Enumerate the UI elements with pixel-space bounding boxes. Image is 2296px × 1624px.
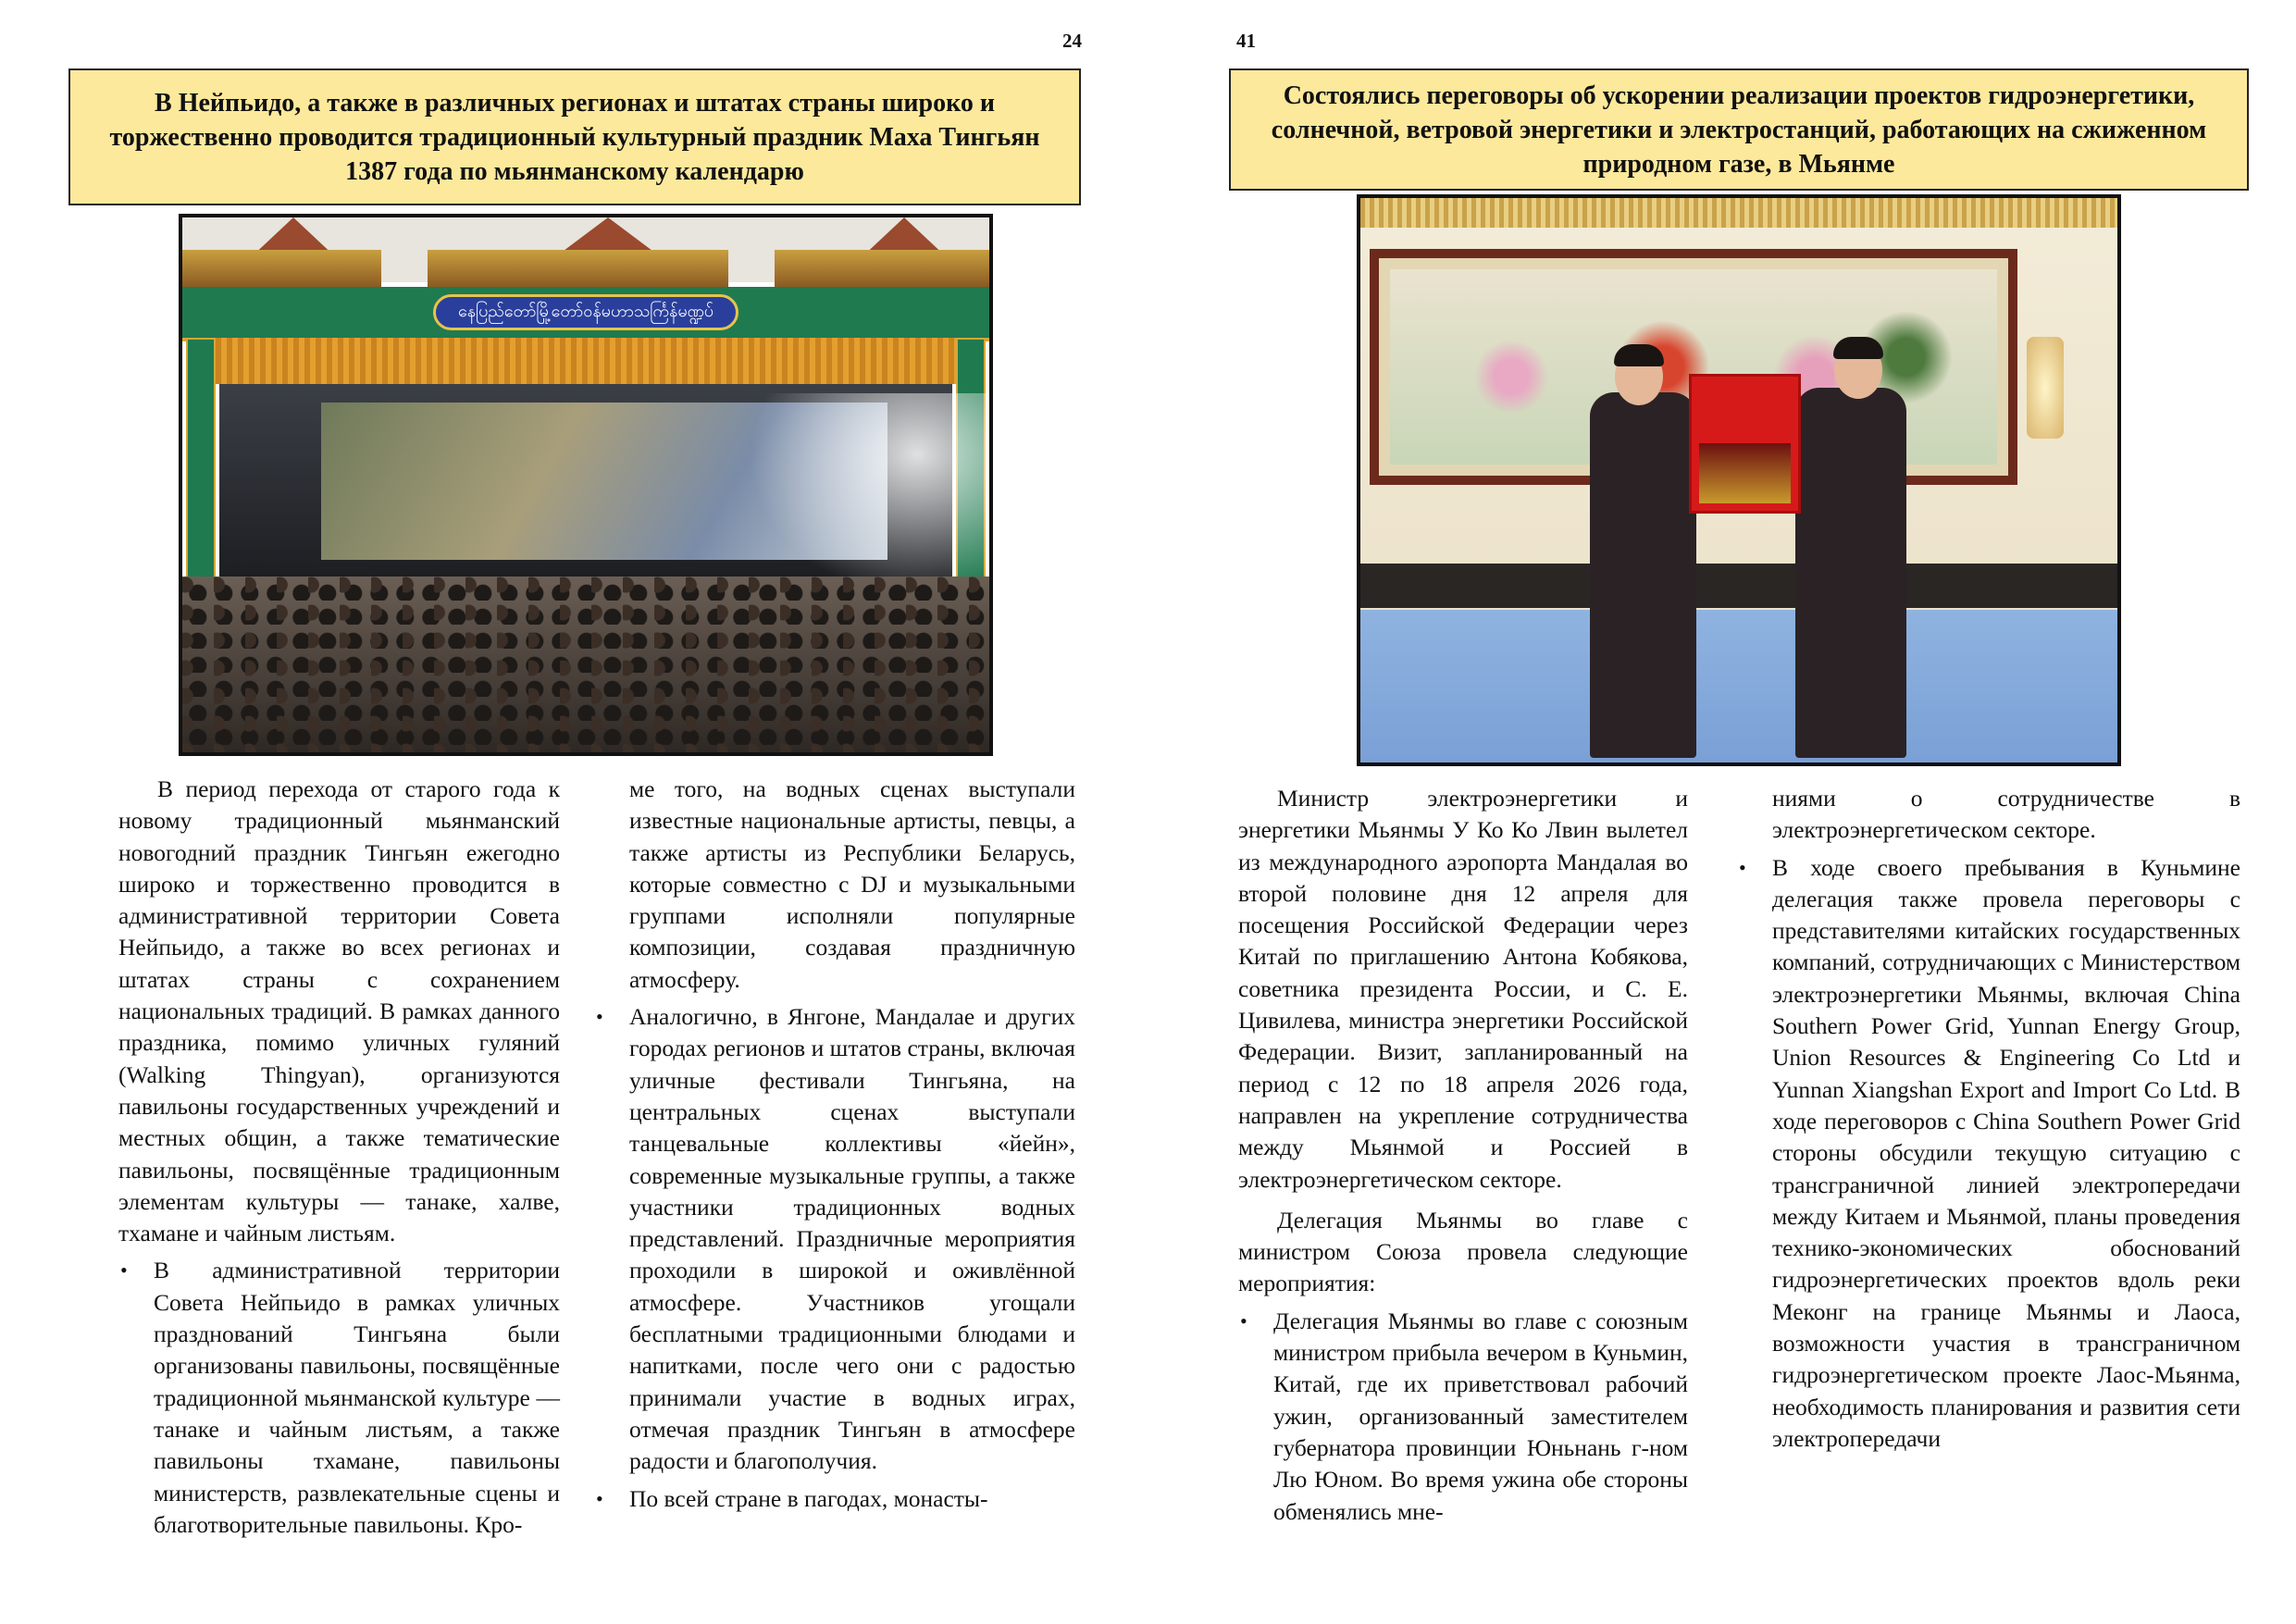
wall-lamp bbox=[2027, 337, 2064, 439]
bullet-list bbox=[1737, 852, 2240, 1456]
page-number: 41 bbox=[1236, 30, 1256, 52]
person-left bbox=[1590, 392, 1696, 758]
bullet-icon: • bbox=[596, 1005, 603, 1029]
article-title: В Нейпьидо, а также в различных регионах и штатах страны широко и торжественно проводится традиционный культурный праздник Маха Тингьян 1387 года по мьянманскому календарю bbox=[68, 68, 1081, 205]
festival-photo bbox=[179, 214, 993, 756]
list-item-text: По всей стране в пагодах, монасты- bbox=[629, 1484, 988, 1512]
list-item-text: В ходе своего пребывания в Куньмине делегация также провела переговоры с представителями китайских государственных компаний, сотрудничающих с Министерством электроэнергетики Мьянмы, включая China Southern Power Grid, Yunnan Energy Group, Union Resources & Engineering Co Ltd и Yunnan Xiangshan Export and Import Co Ltd. В ходе переговоров с China Southern Power Grid стороны обсудили текущую ситуацию с трансграничной линией электропередачи между Китаем и Мьянмой, планы проведения технико-экономических обоснований гидроэнергетических проектов вдоль реки Меконг на границе Мьянмы и Лаоса, возможности участия в трансграничном гидроэнергетическом проекте Лаос-Мьянма, необходимость планирования и развития сети электропередачи bbox=[1772, 853, 2240, 1452]
list-item-text: Делегация Мьянмы во главе с союзным министром прибыла вечером в Куньмин, Китай, где их приветствовал рабочий ужин, организованный заместителем губернатора провинции Юньнань г-ном Лю Юном. Во время ужина обе стороны обменялись мне- bbox=[1273, 1307, 1688, 1525]
list-item bbox=[1238, 1306, 1688, 1528]
right-page bbox=[1148, 0, 2296, 1624]
person-right bbox=[1795, 388, 1906, 758]
column-1 bbox=[1238, 783, 1688, 1528]
list-item bbox=[118, 1255, 560, 1541]
stage-pillar bbox=[186, 338, 216, 582]
paragraph: Делегация Мьянмы во главе с министром Союза провела следующие мероприятия: bbox=[1238, 1206, 1688, 1297]
article-title: Состоялись переговоры об ускорении реализации проектов гидроэнергетики, солнечной, ветровой энергетики и электростанций, работающих на сжиженном природном газе, в Мьянме bbox=[1229, 68, 2249, 191]
bullet-icon: • bbox=[1240, 1308, 1247, 1333]
paragraph: В период перехода от старого года к новому традиционный мьянманский новогодний праздник Тингьян ежегодно широко и торжественно проводится в административной территории Совета Нейпьидо, а также во всех регионах и штатах страны с сохранением национальных традиций. В рамках данного праздника, помимо уличных гуляний (Walking Thingyan), организуются павильоны государственных учреждений и местных общин, а также тематические павильоны, посвящённые традиционным элементам культуры — танаке, халве, тхамане и чайным листьям. bbox=[118, 775, 560, 1247]
column-1 bbox=[118, 774, 560, 1541]
stage-curtain bbox=[210, 338, 962, 384]
bullet-icon: • bbox=[1739, 855, 1746, 879]
gift-box bbox=[1689, 374, 1801, 514]
roof-ornament bbox=[182, 250, 381, 287]
roof-ornament bbox=[428, 250, 728, 287]
bullet-list bbox=[1238, 1306, 1688, 1528]
column-2 bbox=[594, 774, 1075, 1515]
list-item-text: Аналогично, в Янгоне, Мандалае и других городах регионов и штатов страны, включая уличные фестивали Тингьяна, на центральных сценах выступали танцевальные коллективы «йейн», современные музыкальные группы, а также участники традиционных водных представлений. Праздничные мероприятия проходили в широкой и оживлённой атмосфере. Участников угощали бесплатными традиционными блюдами и напитками, после чего они с радостью принимали участие в водных играх, отмечая праздник Тингьян в атмосфере радости и благополучия. bbox=[629, 1003, 1075, 1475]
paragraph-continuation: ме того, на водных сценах выступали известные национальные артисты, певцы, а также артисты из Республики Беларусь, которые совместно с DJ и музыкальными группами исполняли популярные композиции, создавая праздничную атмосферу. bbox=[629, 775, 1075, 993]
bullet-list bbox=[594, 1001, 1075, 1515]
meeting-photo bbox=[1357, 194, 2121, 766]
banner-text: နေပြည်တော်မြို့တော်ဝန်မဟာသင်္ကြန်မဏ္ဍပ် bbox=[433, 294, 738, 330]
bullet-icon: • bbox=[596, 1486, 603, 1510]
column-2 bbox=[1737, 783, 2240, 1455]
page-number: 24 bbox=[1062, 30, 1082, 52]
carpet bbox=[1360, 610, 2117, 762]
list-item bbox=[594, 1001, 1075, 1477]
roof-ornament bbox=[775, 250, 993, 287]
bullet-list bbox=[118, 1255, 560, 1541]
water-spray bbox=[749, 393, 989, 597]
stage-banner bbox=[182, 287, 989, 341]
list-item-text: В административной территории Совета Нейпьидо в рамках уличных празднований Тингьяна были организованы павильоны, посвящённые традиционной мьянманской культуре — танаке и чайным листьям, а также павильоны тхамане, павильоны министерств, развлекательные сцены и благотворительные павильоны. Кро- bbox=[154, 1257, 560, 1538]
paragraph: Министр электроэнергетики и энергетики Мьянмы У Ко Ко Лвин вылетел из международного аэропорта Мандалая во второй половине дня 12 апреля для посещения Российской Федерации через Китай по приглашению Антона Кобякова, советника президента России, и С. Е. Цивилева, министра энергетики Российской Федерации. Визит, запланированный на период с 12 по 18 апреля 2026 года, направлен на укрепление сотрудничества между Мьянмой и Россией в электроэнергетическом секторе. bbox=[1238, 785, 1688, 1193]
bullet-icon: • bbox=[120, 1258, 128, 1283]
gift-box-contents bbox=[1699, 443, 1791, 503]
list-item bbox=[594, 1483, 1075, 1515]
person-right-hair bbox=[1833, 337, 1883, 359]
crowd bbox=[182, 576, 989, 752]
ceiling-cornice bbox=[1360, 198, 2117, 228]
person-left-hair bbox=[1614, 344, 1664, 366]
wall-dado bbox=[1360, 564, 2117, 608]
list-item bbox=[1737, 852, 2240, 1456]
paragraph-gap bbox=[1238, 1196, 1688, 1205]
paragraph-continuation: ниями о сотрудничестве в электроэнергетическом секторе. bbox=[1772, 785, 2240, 844]
